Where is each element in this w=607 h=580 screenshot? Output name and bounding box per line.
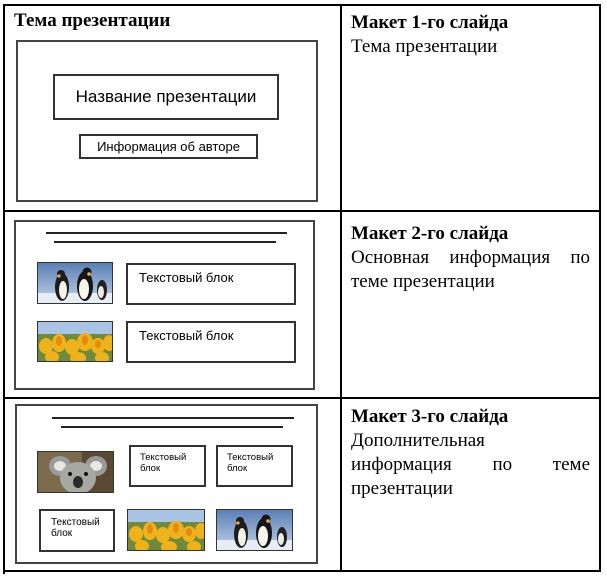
slide3-text-block-1 bbox=[129, 445, 206, 487]
slide1-title-box bbox=[53, 74, 279, 120]
slide1-author-box bbox=[79, 134, 258, 159]
slide2-text-block-2-label: Текстовый блок bbox=[139, 328, 234, 343]
slide3-koala-image bbox=[37, 451, 114, 493]
slide3-text-block-1-label: Текстовый блок bbox=[140, 452, 187, 474]
row2-right-body-line-2: теме презентации bbox=[351, 271, 495, 292]
layout-table bbox=[3, 4, 601, 574]
slide3-penguins-image bbox=[216, 509, 293, 551]
row3-right-head: Макет 3-го слайда bbox=[351, 406, 509, 427]
row2-left-cell bbox=[5, 212, 342, 399]
row3-right-body-line-2: информация по теме bbox=[351, 454, 590, 475]
slide3-tulips-image bbox=[127, 509, 205, 551]
row1-right-cell bbox=[342, 6, 601, 212]
row1-right-body: Тема презентации bbox=[351, 36, 498, 57]
slide3-mockup bbox=[15, 404, 318, 564]
slide3-header-line-2 bbox=[61, 426, 283, 428]
slide3-text-block-2-label: Текстовый блок bbox=[227, 452, 274, 474]
row1-left-title: Тема презентации bbox=[14, 10, 171, 31]
slide2-text-block-1 bbox=[126, 263, 296, 305]
row1-left-cell bbox=[5, 6, 342, 212]
slide2-header-line-2 bbox=[54, 241, 276, 243]
row3-right-body-line-3: презентации bbox=[351, 478, 453, 499]
row3-right-cell bbox=[342, 399, 601, 572]
row2-right-body-line-1: Основная информация по bbox=[351, 247, 590, 268]
slide1-author-text: Информация об авторе bbox=[97, 139, 240, 154]
slide2-tulips-image bbox=[37, 321, 113, 362]
row3-right-body-line-1: Дополнительная bbox=[351, 430, 485, 451]
slide2-mockup bbox=[14, 220, 315, 390]
row3-left-cell bbox=[5, 399, 342, 572]
row1-right-head: Макет 1-го слайда bbox=[351, 12, 509, 33]
slide3-text-block-2 bbox=[216, 445, 293, 487]
slide2-text-block-2 bbox=[126, 321, 296, 363]
slide1-mockup bbox=[16, 40, 318, 202]
slide3-text-block-3 bbox=[39, 509, 115, 552]
slide2-text-block-1-label: Текстовый блок bbox=[139, 270, 234, 285]
row2-right-head: Макет 2-го слайда bbox=[351, 223, 509, 244]
row2-right-cell bbox=[342, 212, 601, 399]
slide2-header-line-1 bbox=[46, 232, 287, 234]
slide1-title-text: Название презентации bbox=[75, 87, 257, 106]
slide2-penguins-image bbox=[37, 262, 113, 304]
slide3-header-line-1 bbox=[52, 417, 294, 419]
slide3-text-block-3-label: Текстовый блок bbox=[51, 517, 100, 539]
